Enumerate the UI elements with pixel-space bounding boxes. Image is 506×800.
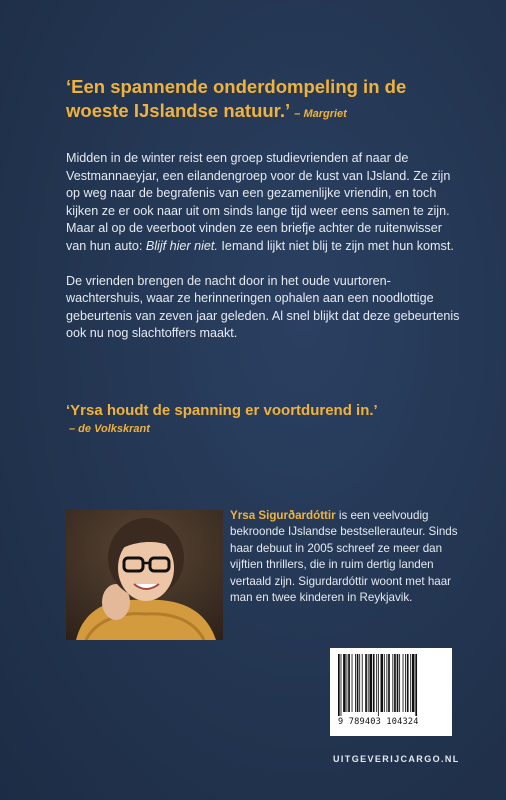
barcode-bar: [381, 654, 384, 712]
review-quote-top: [66, 75, 466, 126]
barcode-bar: [352, 654, 353, 712]
barcode-bar: [347, 654, 348, 712]
barcode-bar: [362, 654, 363, 712]
review-quote-top-attribution: – Margriet: [294, 108, 347, 120]
barcode-bar: [368, 654, 369, 712]
review-quote-top-text: ‘Een spannende onderdompeling in de woeste IJslandse natuur.’: [66, 76, 407, 121]
barcode-bar: [392, 654, 393, 712]
barcode-bar: [405, 654, 406, 712]
barcode-bar: [355, 654, 356, 712]
barcode-bar: [415, 654, 417, 716]
author-name: Yrsa Sigurðardóttir: [230, 509, 336, 522]
barcode-bar: [403, 654, 404, 712]
barcode-bar: [365, 654, 367, 712]
barcode-bar: [369, 654, 372, 712]
blurb-p1-start: Midden in de winter reist een groep studievrienden af naar de Vestmannaeyjar, een eilandengroep voor de kust van IJsland. Ze zijn op weg naar de begrafenis van een gezamenlijke vriendin, en toch kijken ze er ook naar uit om sinds lange tijd weer eens samen te zijn. Maar al op de veerboot vinden ze een briefje achter de ruitenwisser van hun auto:: [66, 151, 451, 253]
blurb-paragraph-2: De vrienden brengen de nacht door in het oude vuurtoren-wachtershuis, waar ze herinneringen ophalen aan een noodlottige gebeurtenis van zeven jaar geleden. Al snel blijkt dat deze gebeurtenis ook nu nog slachtoffers maakt.: [66, 273, 460, 341]
barcode-bar: [384, 654, 385, 712]
blurb-paragraph-1: [66, 150, 461, 256]
blurb-p1-end: Iemand lijkt niet blij te zijn met hun komst.: [217, 238, 454, 253]
barcode-bar: [343, 654, 346, 712]
barcode-bar: [376, 654, 377, 712]
barcode-bars: [338, 654, 444, 716]
author-portrait-illustration: [66, 510, 223, 640]
barcode-bar: [397, 654, 399, 712]
blurb-p1-italic: Blijf hier niet.: [145, 238, 218, 253]
barcode-bar: [410, 654, 411, 712]
barcode-bar: [338, 654, 340, 716]
barcode-bar: [373, 654, 375, 712]
barcode-bar: [341, 654, 342, 716]
barcode-bar: [412, 654, 415, 712]
barcode-bar: [386, 654, 387, 712]
barcode: [330, 648, 452, 736]
barcode-bar: [407, 654, 409, 712]
barcode-bar: [359, 654, 360, 712]
isbn-number: 9 789403 104324: [338, 717, 419, 727]
review-quote-bottom: [66, 402, 476, 438]
author-bio: [230, 508, 475, 606]
author-bio-text: is een veelvoudig bekroonde IJslandse bestsellerauteur. Sinds haar debuut in 2005 schreef ze meer dan vijftien thrillers, die in ruim dertig landen vertaald zijn. Sigurdardóttir woont met haar man en twee kinderen in Reykjavik.: [230, 509, 458, 605]
barcode-bar: [394, 654, 396, 712]
review-quote-bottom-attribution: – de Volkskrant: [69, 423, 150, 435]
barcode-bar: [399, 654, 400, 712]
barcode-bar: [357, 654, 359, 712]
barcode-bar: [388, 654, 390, 712]
author-photo: [66, 510, 223, 640]
blurb: [66, 150, 461, 360]
publisher-website: UITGEVERIJCARGO.NL: [333, 754, 460, 764]
barcode-bar: [378, 654, 379, 716]
review-quote-bottom-text: ‘Yrsa houdt de spanning er voortdurend in.’: [66, 402, 378, 419]
barcode-bar: [348, 654, 350, 712]
